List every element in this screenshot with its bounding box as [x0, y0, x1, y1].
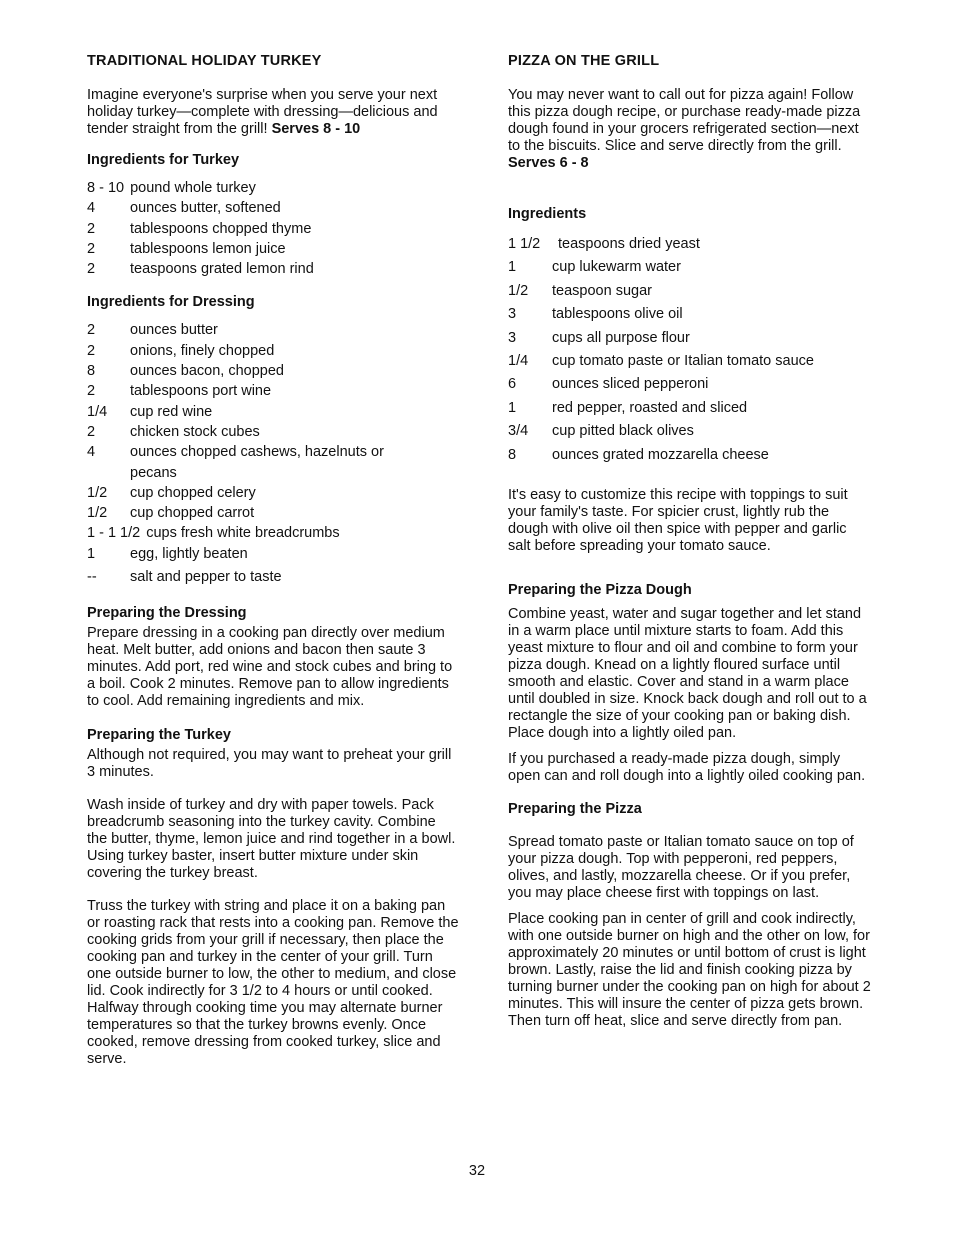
ingredient-qty: 3 — [508, 329, 517, 346]
ingredient-item: ounces grated mozzarella cheese — [552, 446, 769, 463]
ingredient-qty: 8 - 10 — [87, 180, 125, 196]
prep-dressing-text: Prepare dressing in a cooking pan directly over medium heat. Melt butter, add onions and bacon then saute 3 minutes. Add port, red wine and stock cubes and bring to a boil. Cook 2 minutes. Remove pan to allow ingredients to cool. Add remaining ingredients and mix. — [87, 625, 453, 710]
ingredient-qty: 1 1/2 — [508, 236, 541, 252]
prep-dough-heading: Preparing the Pizza Dough — [508, 582, 692, 599]
ingredient-qty: 6 — [508, 376, 517, 393]
ingredient-qty: 1 — [87, 545, 96, 562]
ingredient-item: tablespoons port wine — [130, 383, 272, 400]
ingredient-qty: 2 — [87, 322, 96, 339]
ingredient-item: cup chopped carrot — [130, 505, 255, 522]
ingredient-qty: 3/4 — [508, 423, 529, 440]
list-item — [508, 397, 873, 420]
list-item — [508, 350, 873, 373]
list-item — [87, 219, 459, 239]
ingredient-item: ounces butter — [130, 322, 218, 339]
ingredient-qty: -- — [87, 569, 97, 586]
ingredient-item: cup pitted black olives — [552, 423, 694, 440]
list-item — [87, 567, 459, 587]
list-item — [87, 402, 459, 422]
ingredient-qty: 1 - 1 1/2 — [87, 525, 141, 542]
ingredient-item: ounces sliced pepperoni — [552, 376, 709, 393]
dressing-ingredients-heading: Ingredients for Dressing — [87, 294, 255, 311]
ingredient-item: teaspoons dried yeast — [558, 236, 700, 252]
list-item — [87, 422, 459, 442]
dressing-ingredients-list — [87, 320, 459, 587]
page-number: 32 — [468, 1163, 486, 1179]
ingredient-item: cup red wine — [130, 403, 213, 420]
list-item — [87, 483, 459, 503]
list-item — [87, 361, 459, 381]
list-item — [508, 444, 873, 467]
list-item — [87, 442, 459, 483]
ingredient-qty: 8 — [508, 446, 517, 463]
ingredient-qty: 1/2 — [87, 505, 108, 522]
list-item — [87, 544, 459, 564]
pizza-ingredients-list — [508, 233, 873, 467]
prep-turkey-para-1: Although not required, you may want to preheat your grill 3 minutes. — [87, 747, 452, 781]
ingredient-item: egg, lightly beaten — [130, 545, 248, 562]
list-item — [87, 523, 459, 543]
ingredient-qty: 1/4 — [508, 353, 529, 370]
list-item — [87, 503, 459, 523]
pizza-serves: Serves 6 - 8 — [508, 155, 589, 171]
ingredient-qty: 2 — [87, 423, 96, 440]
pizza-ingredients-heading: Ingredients — [508, 206, 587, 222]
list-item — [87, 320, 459, 340]
ingredient-qty: 1 — [508, 259, 517, 276]
ingredient-item: ounces bacon, chopped — [130, 363, 284, 380]
list-item — [508, 373, 873, 396]
ingredient-item: tablespoons lemon juice — [130, 240, 286, 257]
prep-pizza-para-2: Place cooking pan in center of grill and cook indirectly, with one outside burner on high and the other on low, for approximately 20 minutes or until bottom of crust is light brown. Lastly, raise the lid and finish cooking pizza by turning burner under the cooking pan on high for about 2 minutes. This will insure the center of pizza gets brown. Then turn off heat, slice and serve directly from pan. — [508, 911, 871, 1030]
list-item — [508, 233, 873, 256]
turkey-intro — [87, 87, 459, 138]
turkey-ingredients-list — [87, 178, 459, 279]
turkey-serves: Serves 8 - 10 — [271, 121, 361, 137]
list-item — [508, 327, 873, 350]
ingredient-item: cups fresh white breadcrumbs — [146, 525, 340, 542]
turkey-recipe-column — [87, 50, 459, 1068]
pizza-intro-text: You may never want to call out for pizza again! Follow this pizza dough recipe, or purchase ready-made pizza dough found in your grocers refrigerated section—next to the biscuits. Slice and serve directly from the grill. — [508, 87, 861, 154]
list-item — [87, 178, 459, 198]
ingredient-qty: 1/4 — [87, 403, 108, 420]
ingredient-qty: 2 — [87, 261, 96, 278]
pizza-recipe-column — [508, 50, 873, 1030]
turkey-recipe-title: TRADITIONAL HOLIDAY TURKEY — [87, 53, 322, 69]
pizza-intro — [508, 87, 873, 172]
list-item — [87, 259, 459, 279]
ingredient-item: teaspoon sugar — [552, 282, 652, 299]
list-item — [87, 341, 459, 361]
prep-pizza-para-1: Spread tomato paste or Italian tomato sauce on top of your pizza dough. Top with pepperoni, red peppers, olives, and lastly, mozzarella cheese. Or if you prefer, you may place cheese first with toppings on last. — [508, 834, 854, 902]
ingredient-qty: 3 — [508, 306, 517, 323]
list-item — [508, 303, 873, 326]
prep-turkey-para-3: Truss the turkey with string and place it on a baking pan or roasting rack that rests into a cooking pan. Remove the cooking grids from your grill if necessary, then place the cooking pan and turkey in the center of your grill. Turn one outside burner to low, the other to medium, and close lid. Cook indirectly for 3 1/2 to 4 hours or until cooked. Halfway through cooking time you may alternate burner temperatures so that the turkey browns evenly. Once cooked, remove dressing from cooked turkey, slice and serve. — [87, 898, 459, 1068]
ingredient-item: onions, finely chopped — [130, 342, 275, 359]
prep-dressing-heading: Preparing the Dressing — [87, 605, 247, 622]
pizza-recipe-title: PIZZA ON THE GRILL — [508, 53, 660, 69]
turkey-ingredients-heading: Ingredients for Turkey — [87, 152, 240, 168]
ingredient-qty: 2 — [87, 220, 96, 237]
prep-turkey-para-2: Wash inside of turkey and dry with paper towels. Pack breadcrumb seasoning into the turkey cavity. Combine the butter, thyme, lemon juice and rind together in a bowl. Using turkey baster, insert butter mixture under skin covering the turkey breast. — [87, 797, 456, 882]
prep-dough-para-1: Combine yeast, water and sugar together and let stand in a warm place until mixture starts to foam. Add this yeast mixture to flour and oil and combine to form your pizza dough. Knead on a lightly floured surface until smooth and elastic. Cover and stand in a warm place until doubled in size. Knock back dough and roll out to a rectangle the size of your cooking pan or baking dish. Place dough into a lightly oiled pan. — [508, 606, 867, 742]
ingredient-qty: 4 — [87, 444, 96, 461]
ingredient-qty: 1 — [508, 399, 517, 416]
ingredient-item: cup chopped celery — [130, 484, 256, 501]
ingredient-item: tablespoons olive oil — [552, 306, 683, 323]
ingredient-item: chicken stock cubes — [130, 423, 260, 440]
ingredient-qty: 1/2 — [87, 484, 108, 501]
list-item — [87, 381, 459, 401]
ingredient-item: tablespoons chopped thyme — [130, 220, 312, 237]
turkey-intro-text: Imagine everyone's surprise when you serve your next holiday turkey—complete with dressing—delicious and tender straight from the grill! — [87, 87, 438, 137]
ingredient-item: ounces chopped cashews, hazelnuts or pecans — [130, 444, 384, 481]
ingredient-qty: 2 — [87, 240, 96, 257]
ingredient-item: ounces butter, softened — [130, 200, 281, 217]
ingredient-qty: 8 — [87, 363, 96, 380]
list-item — [508, 280, 873, 303]
ingredient-item: salt and pepper to taste — [130, 569, 282, 586]
ingredient-item: teaspoons grated lemon rind — [130, 261, 314, 278]
list-item — [508, 420, 873, 443]
prep-pizza-heading: Preparing the Pizza — [508, 801, 642, 818]
ingredient-item: pound whole turkey — [130, 180, 256, 196]
ingredient-qty: 2 — [87, 342, 96, 359]
list-item — [508, 256, 873, 279]
ingredient-qty: 2 — [87, 383, 96, 400]
prep-turkey-heading: Preparing the Turkey — [87, 727, 231, 744]
ingredient-qty: 1/2 — [508, 282, 529, 299]
ingredient-item: cup tomato paste or Italian tomato sauce — [552, 353, 814, 370]
ingredient-item: cup lukewarm water — [552, 259, 681, 276]
ingredient-item: red pepper, roasted and sliced — [552, 399, 748, 416]
list-item — [87, 239, 459, 259]
customize-text: It's easy to customize this recipe with toppings to suit your family's taste. For spicier crust, lightly rub the dough with olive oil then spice with pepper and garlic salt before spreading your tomato sauce. — [508, 487, 848, 555]
prep-dough-para-2: If you purchased a ready-made pizza dough, simply open can and roll dough into a lightly oiled cooking pan. — [508, 751, 866, 785]
ingredient-qty: 4 — [87, 200, 96, 217]
ingredient-item: cups all purpose flour — [552, 329, 690, 346]
list-item — [87, 198, 459, 218]
